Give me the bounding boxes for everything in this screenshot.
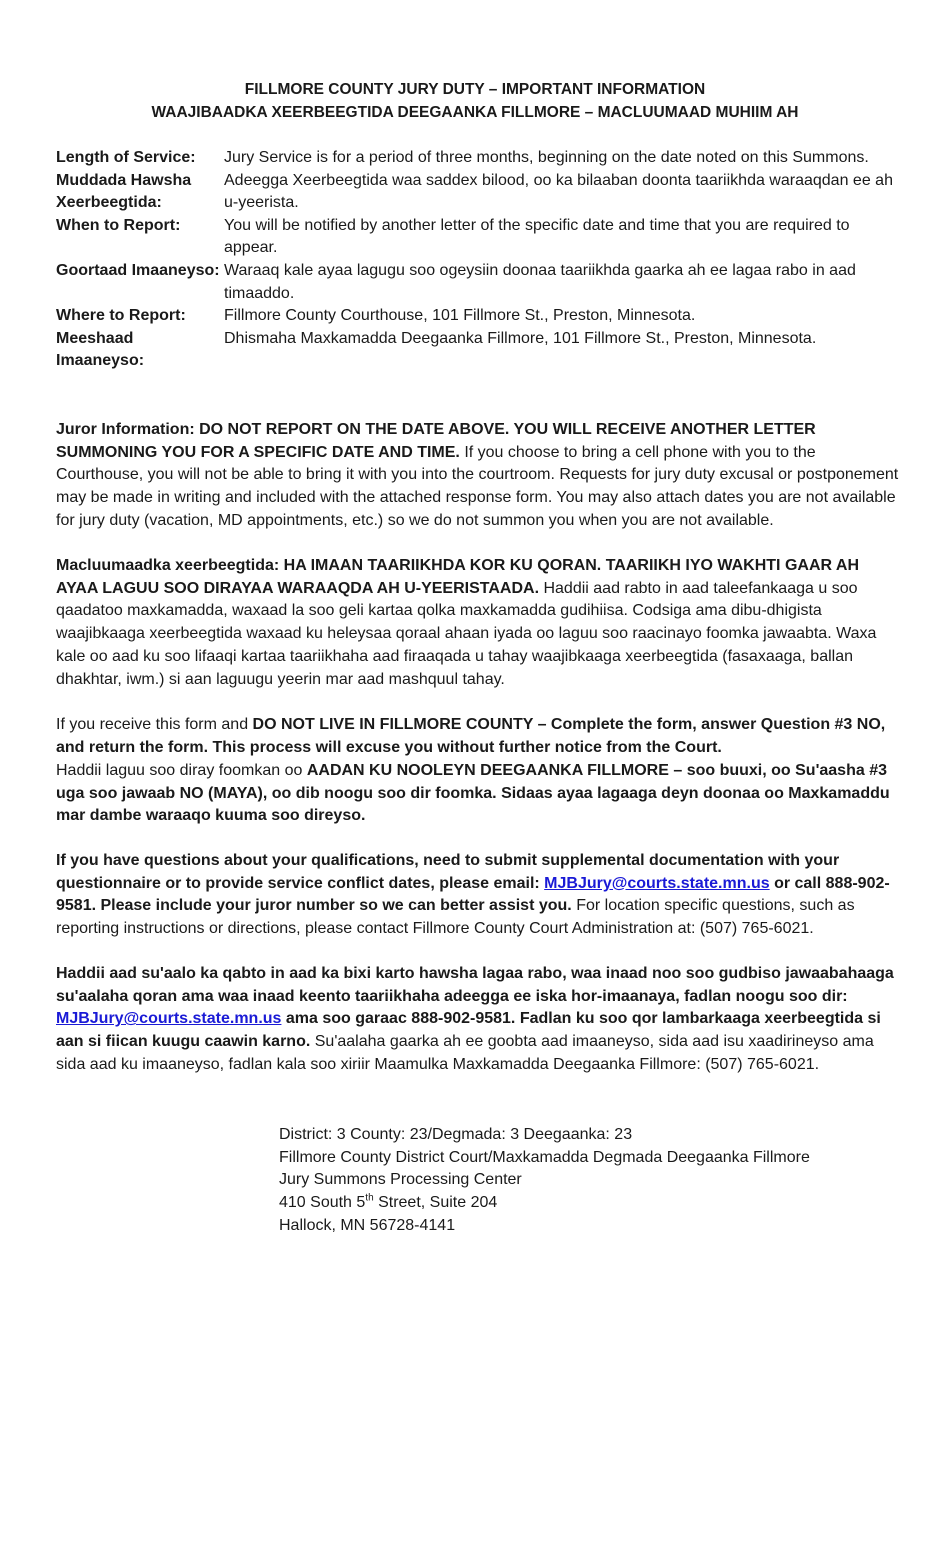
residency-bold: DO NOT LIVE IN FILLMORE COUNTY – Complete the form, answer Question #3 NO, and return the form. This process will excuse you without further notice from the Court.	[56, 716, 886, 756]
info-row-when	[56, 215, 902, 260]
residency-notice-english	[56, 714, 902, 759]
info-value: Jury Service is for a period of three months, beginning on the date noted on this Summons.	[224, 149, 869, 166]
address-street-pre: 410 South 5	[279, 1194, 366, 1212]
info-value: Dhismaha Maxkamadda Deegaanka Fillmore, 101 Fillmore St., Preston, Minnesota.	[224, 329, 817, 347]
address-street-sup: th	[365, 1192, 374, 1204]
info-value: Waraaq kale ayaa lagugu soo ogeysiin doonaa taariikhda gaarka ah ee lagaa rabo in aad timaaddo.	[224, 261, 856, 302]
info-label: Length of Service:	[56, 149, 196, 166]
info-row-goortaad	[56, 260, 902, 305]
email-link[interactable]: MJBJury@courts.state.mn.us	[544, 874, 770, 892]
juror-info-body: If you choose to bring a cell phone with you to the Courthouse, you will not be able to bring it with you into the courtroom. Requests for jury duty excusal or postponement may be made in writing and included with the attached response form. You may also attach dates you are not available for jury duty (vacation, MD appointments, etc.) so we do not summon you when you are not available.	[56, 443, 899, 529]
residency-intro: Haddii laguu soo diray foomkan oo	[56, 762, 303, 779]
contact-body: For location specific questions, such as reporting instructions or directions, please contact Fillmore County Court Administration at: (507) 765-6021.	[56, 897, 855, 938]
page-title-somali: WAAJIBAADKA XEERBEEGTIDA DEEGAANKA FILLMORE – MACLUUMAAD MUHIIM AH	[151, 104, 799, 121]
info-label: Goortaad Imaaneyso:	[56, 261, 220, 279]
contact-bold: or call 888-902-9581. Please include your juror number so we can better assist you.	[56, 874, 890, 915]
contact-bold: ama soo garaac 888-902-9581. Fadlan ku soo qor lambarkaaga xeerbeegtida si aan si fiican kuugu caawin karno.	[56, 1010, 881, 1051]
info-value: You will be notified by another letter of the specific date and time that you are required to appear.	[224, 216, 850, 257]
address-court-line: Fillmore County District Court/Maxkamadda Degmada Deegaanka Fillmore	[279, 1148, 810, 1166]
info-label: Muddada Hawsha Xeerbeegtida:	[56, 171, 192, 212]
contact-info-english	[56, 850, 902, 941]
address-center-line: Jury Summons Processing Center	[279, 1171, 522, 1189]
info-label: Meeshaad Imaaneyso:	[56, 329, 145, 370]
address-street-line	[279, 1192, 810, 1215]
residency-intro: If you receive this form and	[56, 716, 249, 733]
mailing-address-block	[279, 1124, 810, 1238]
contact-info-somali	[56, 963, 902, 1077]
juror-info-lead: Juror Information: DO NOT REPORT ON THE DATE ABOVE. YOU WILL RECEIVE ANOTHER LETTER SUMMONING YOU FOR A SPECIFIC DATE AND TIME.	[56, 421, 816, 461]
info-value: Fillmore County Courthouse, 101 Fillmore St., Preston, Minnesota.	[224, 307, 696, 325]
juror-info-body: Haddii aad rabto in aad taleefankaaga u soo qaadatoo maxkamadda, waxaad la soo geli kartaa qolka maxkamadda gudihiisa. Codsiga ama dibu-dhigista waajibkaaga xeerbeegtida waxaad ku heleysaa qoraal ahaan iyada oo laguu soo raacinayo foomka jawaabta. Waxa kale oo aad ku soo lifaaqi kartaa taariikhaha aad firaaqada u tahay waajibkaaga xeerbeegtida (fasaxaaga, ballan dhakhtar, iwm.) si aan laguugu yeerin mar aad mashquul tahay.	[56, 579, 877, 688]
residency-notice-somali	[56, 760, 902, 828]
residency-bold: AADAN KU NOOLEYN DEEGAANKA FILLMORE – soo buuxi, oo Su'aasha #3 uga soo jawaab NO (MAYA), oo dib noogu soo dir foomka. Sidaas ayaa lagaaga deyn doonaa oo Maxkamaddu mar dambe waraaqo kuuma soo direyso.	[56, 762, 890, 825]
email-link[interactable]: MJBJury@courts.state.mn.us	[56, 1010, 282, 1028]
address-city-line: Hallock, MN 56728-4141	[279, 1216, 456, 1234]
page-title-english: FILLMORE COUNTY JURY DUTY – IMPORTANT INFORMATION	[244, 81, 706, 98]
contact-bold: If you have questions about your qualifications, need to submit supplemental documentation with your questionnaire or to provide service conflict dates, please email:	[56, 852, 840, 892]
juror-information-english	[56, 419, 902, 533]
info-row-meeshaad	[56, 328, 902, 373]
contact-body: Su'aalaha gaarka ah ee goobta aad imaaneyso, sida aad isu xaadirineyso ama sida aad ku imaaneyso, fadlan kala soo xiriir Maamulka Maxkamadda Deegaanka Fillmore: (507) 765-6021.	[56, 1033, 874, 1073]
juror-info-lead: Macluumaadka xeerbeegtida: HA IMAAN TAARIIKHDA KOR KU QORAN. TAARIIKH IYO WAKHTI GAAR AH AYAA LAGUU SOO DIRAYAA WARAAQDA AH U-YEERISTAADA.	[56, 557, 860, 597]
info-row-muddada	[56, 170, 902, 215]
info-row-where	[56, 305, 902, 328]
info-label: When to Report:	[56, 216, 181, 234]
address-district-line: District: 3 County: 23/Degmada: 3 Deegaanka: 23	[279, 1126, 633, 1143]
info-value: Adeegga Xeerbeegtida waa saddex bilood, oo ka bilaaban doonta taariikhda waraaqdan ee ah u-yeerista.	[224, 171, 893, 212]
info-row-length	[56, 147, 902, 170]
service-info-table	[56, 147, 902, 373]
address-street-post: Street, Suite 204	[373, 1194, 498, 1212]
contact-bold: Haddii aad su'aalo ka qabto in aad ka bixi karto hawsha lagaa rabo, waa inaad noo soo gudbiso jawaabahaaga su'aalaha qoran ama waa inaad keento taariikhaha adeegga ee iska hor-imaanaya, fadlan noogu soo dir:	[56, 965, 894, 1005]
info-label: Where to Report:	[56, 307, 186, 325]
juror-information-somali	[56, 555, 902, 691]
